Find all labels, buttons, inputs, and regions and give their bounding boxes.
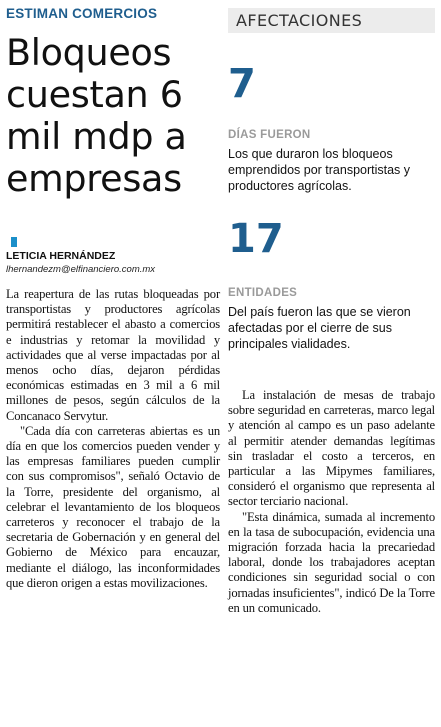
body-paragraph: La reapertura de las rutas bloqueadas por transportistas y productores agrícolas permitirá restablecer el abasto a comercios e industrias y retomar la movilidad y actividades que al verse impactadas por al menos ocho días, dejaron pérdidas económicas estimadas en 3 mil a 6 mil millones de pesos, según cálculos de la Concanaco Servytur. — [6, 287, 220, 423]
section-kicker: ESTIMAN COMERCIOS — [6, 6, 158, 21]
body-paragraph: "Esta dinámica, sumada al incremento en la tasa de subocupación, evidencia una migración forzada hacia la precariedad laboral, donde los trabajadores aceptan condiciones sin seguridad social o con jornadas insuficientes", indicó De la Torre en un comunicado. — [228, 509, 435, 615]
body-paragraph: La instalación de mesas de trabajo sobre seguridad en carreteras, marco legal y atención al campo es un paso adelante al permitir atender demandas legítimas sin trasladar el costo a terceros, en particular a las Mipymes familiares, consideró el organismo que representa al sector terciario nacional. — [228, 388, 435, 509]
body-paragraph: "Cada día con carreteras abiertas es un día en que los comercios pueden vender y las empresas familiares pueden cumplir con sus compromisos", señaló Octavio de la Torre, presidente del organismo, al celebrar el levantamiento de los bloqueos carreteros y reconocer el trabajo de la secretaria de Gobernación y en general del Gobierno de México para encauzar, mediante el diálogo, las inconformidades que dieron origen a estas movilizaciones. — [6, 423, 220, 590]
stat-label: DÍAS FUERON — [228, 129, 311, 141]
author-name: LETICIA HERNÁNDEZ — [6, 250, 116, 262]
stat-number: 7 — [228, 61, 256, 107]
article-column-left — [6, 287, 220, 591]
byline-marker-icon — [11, 237, 17, 247]
sidebar-header: AFECTACIONES — [228, 8, 435, 33]
article-column-right — [228, 388, 435, 616]
article-headline: Bloqueos cuestan 6 mil mdp a empresas — [6, 31, 187, 200]
stat-number: 17 — [228, 216, 284, 262]
stat-description: Del país fueron las que se vieron afectadas por el cierre de sus principales vialidades. — [228, 305, 411, 351]
stat-description: Los que duraron los bloqueos emprendidos por transportistas y productores agrícolas. — [228, 147, 411, 193]
author-email: lhernandezm@elfinanciero.com.mx — [6, 264, 156, 275]
stat-label: ENTIDADES — [228, 287, 298, 299]
